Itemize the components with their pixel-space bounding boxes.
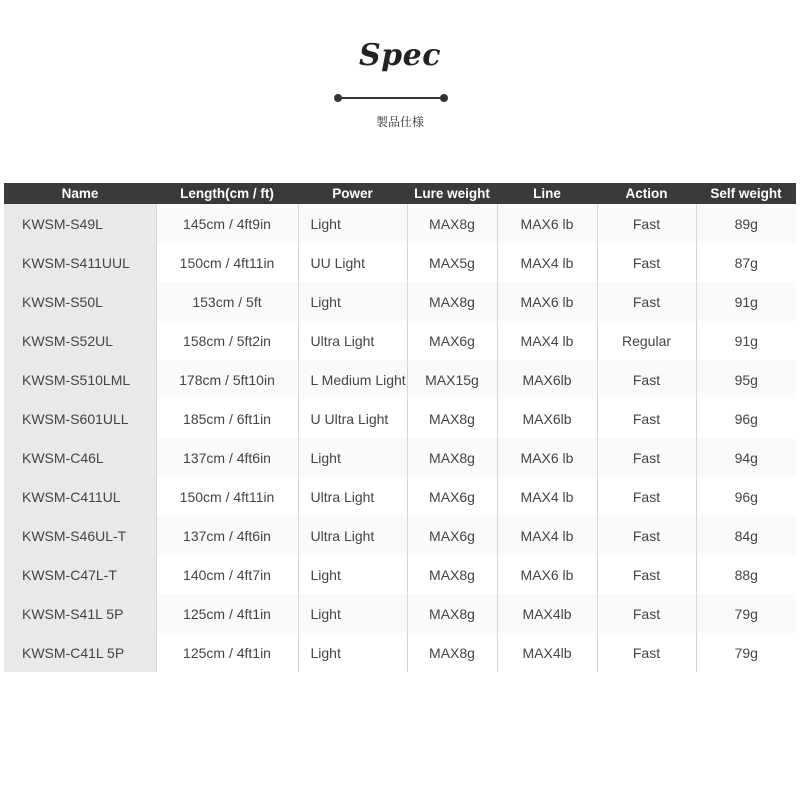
cell-name: KWSM-S50L [4,282,156,321]
cell-length: 185cm / 6ft1in [156,399,298,438]
cell-length: 125cm / 4ft1in [156,594,298,633]
column-header-name: Name [4,183,156,204]
cell-self-weight: 88g [734,566,758,583]
cell-action: Fast [597,555,696,594]
cell-name: KWSM-C47L-T [4,555,156,594]
column-header-lure-weight: Lure weight [407,183,497,204]
cell-name: KWSM-S510LML [4,360,156,399]
header-row [4,183,796,204]
cell-lure-weight: MAX6g [407,516,497,555]
cell-self-weight: 79g [696,594,796,633]
table-row [4,204,796,243]
cell-power: Light [298,633,407,672]
cell-action: Fast [597,516,696,555]
cell-name: KWSM-C46L [4,438,156,477]
cell-name: KWSM-S49L [4,204,156,243]
column-header-action: Action [597,183,696,204]
column-header-power: Power [298,183,407,204]
cell-lure-weight: MAX8g [407,438,497,477]
cell-lure-weight: MAX8g [407,204,497,243]
column-header-line: Line [497,183,597,204]
divider-dot-right [440,94,448,102]
table-row [4,399,796,438]
cell-self-weight: 84g [696,516,796,555]
cell-lure-weight: MAX15g [407,360,497,399]
cell-length: 150cm / 4ft11in [156,243,298,282]
column-header-length: Length(cm / ft) [156,183,298,204]
cell-length: 178cm / 5ft10in [156,360,298,399]
cell-action: Fast [597,360,696,399]
table-row [4,321,796,360]
table-row [4,282,796,321]
cell-length: 150cm / 4ft11in [156,477,298,516]
cell-line: MAX6 lb [497,204,597,243]
cell-self-weight: 91g [734,332,758,349]
cell-power: Light [298,204,407,243]
cell-self-weight: 96g [734,410,758,427]
cell-line: MAX6 lb [497,438,597,477]
cell-power: Light [298,282,407,321]
spec-title: Spec [359,38,441,73]
cell-lure-weight: MAX8g [407,594,497,633]
title-divider [337,97,445,99]
cell-lure-weight: MAX6g [407,477,497,516]
cell-power: Ultra Light [298,477,407,516]
cell-lure-weight: MAX5g [407,243,497,282]
cell-self-weight: 94g [696,438,796,477]
cell-action: Regular [597,321,696,360]
table-row [4,243,796,282]
cell-line: MAX4 lb [497,477,597,516]
cell-length: 153cm / 5ft [156,282,298,321]
cell-self-weight: 79g [734,644,758,661]
cell-self-weight: 91g [696,282,796,321]
cell-length: 145cm / 4ft9in [156,204,298,243]
cell-power: UU Light [298,243,407,282]
cell-lure-weight: MAX8g [407,633,497,672]
cell-name: KWSM-S41L 5P [4,594,156,633]
cell-line: MAX4 lb [497,321,597,360]
cell-self-weight: 87g [734,254,758,271]
cell-self-weight: 89g [696,204,796,243]
cell-action: Fast [597,438,696,477]
cell-length: 158cm / 5ft2in [156,321,298,360]
cell-name: KWSM-C411UL [4,477,156,516]
cell-lure-weight: MAX6g [407,321,497,360]
cell-name: KWSM-S46UL-T [4,516,156,555]
cell-action: Fast [597,477,696,516]
cell-line: MAX4lb [497,633,597,672]
table-row [4,633,796,672]
cell-power: Light [298,594,407,633]
cell-self-weight: 95g [696,360,796,399]
cell-name: KWSM-S601ULL [4,399,156,438]
cell-action: Fast [597,594,696,633]
cell-action: Fast [597,204,696,243]
cell-name: KWSM-S411UUL [4,243,156,282]
cell-lure-weight: MAX8g [407,555,497,594]
cell-power: U Ultra Light [298,399,407,438]
cell-length: 140cm / 4ft7in [156,555,298,594]
cell-length: 125cm / 4ft1in [156,633,298,672]
spec-table-header [4,183,796,204]
cell-power: Ultra Light [298,516,407,555]
cell-line: MAX4 lb [497,516,597,555]
cell-line: MAX6lb [497,360,597,399]
column-header-self-weight: Self weight [696,183,796,204]
cell-action: Fast [597,243,696,282]
cell-self-weight: 96g [734,488,758,505]
cell-line: MAX6 lb [497,282,597,321]
spec-table-body [4,204,796,672]
divider-dot-left [334,94,342,102]
table-row [4,516,796,555]
cell-line: MAX6lb [497,399,597,438]
cell-line: MAX4 lb [497,243,597,282]
cell-length: 137cm / 4ft6in [156,438,298,477]
table-row [4,477,796,516]
table-row [4,594,796,633]
cell-line: MAX4lb [497,594,597,633]
spec-table [4,183,796,672]
cell-name: KWSM-S52UL [4,321,156,360]
table-row [4,438,796,477]
table-row [4,555,796,594]
cell-length: 137cm / 4ft6in [156,516,298,555]
cell-power: Light [298,555,407,594]
cell-power: Light [298,438,407,477]
cell-power: Ultra Light [298,321,407,360]
cell-action: Fast [597,399,696,438]
cell-power: L Medium Light [298,360,407,399]
cell-name: KWSM-C41L 5P [4,633,156,672]
cell-lure-weight: MAX8g [407,399,497,438]
cell-action: Fast [597,633,696,672]
cell-line: MAX6 lb [497,555,597,594]
cell-lure-weight: MAX8g [407,282,497,321]
cell-action: Fast [597,282,696,321]
spec-subtitle: 製品仕様 [375,115,424,129]
table-row [4,360,796,399]
